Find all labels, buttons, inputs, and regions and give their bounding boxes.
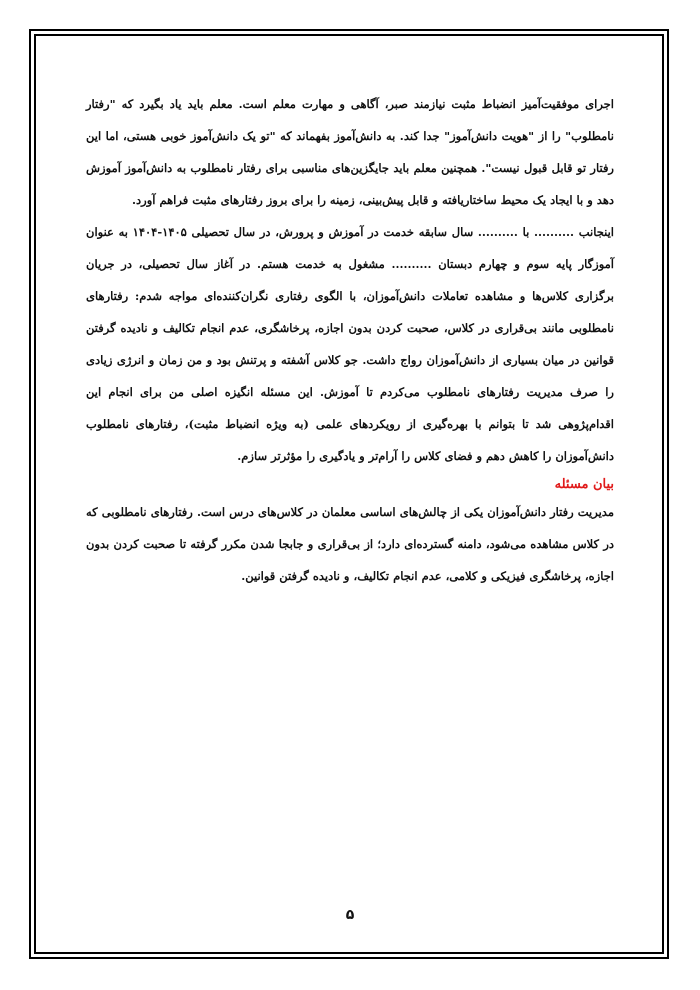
page-number: ۵ (345, 907, 355, 923)
paragraph-introduction: اینجانب .......... با .......... سال سابقه خدمت در آموزش و پرورش، در سال تحصیلی ۱۴۰۵-۱۴۰۴ به عنوان آموزگار پایه سوم و چهارم دبستان .......... مشغول به خدمت هستم. در آغاز سال تحصیلی، در جریان برگزاری کلاس‌ها و مشاهده تعاملات دانش‌آموزان، با الگوی رفتاری نگران‌کننده‌ای مواجه شدم: رفتارهای نامطلوبی مانند بی‌قراری در کلاس، صحبت کردن بدون اجازه، پرخاشگری، عدم انجام تکالیف و نادیده گرفتن قوانین در میان بسیاری از دانش‌آموزان رواج داشت. جو کلاس آشفته و پرتنش بود و من زمان و انرژی زیادی را صرف مدیریت رفتارهای نامطلوب می‌کردم تا آموزش. این مسئله انگیزه اصلی من برای انجام این اقدام‌پژوهی شد تا بتوانم با بهره‌گیری از رویکردهای علمی (به ویژه انضباط مثبت)، رفتارهای نامطلوب دانش‌آموزان را کاهش دهم و فضای کلاس را آرام‌تر و یادگیری را مؤثرتر سازم. (86, 225, 614, 463)
section-heading-problem-statement: بیان مسئله (554, 477, 614, 492)
document-body (86, 88, 614, 592)
paragraph-problem-statement: مدیریت رفتار دانش‌آموزان یکی از چالش‌های اساسی معلمان در کلاس‌های درس است. رفتارهای نامطلوبی که در کلاس مشاهده می‌شود، دامنه گسترده‌ای دارد؛ از بی‌قراری و جابجا شدن مکرر گرفته تا صحبت کردن بدون اجازه، پرخاشگری فیزیکی و کلامی، عدم انجام تکالیف، و نادیده گرفتن قوانین. (86, 505, 614, 583)
paragraph-positive-discipline: اجرای موفقیت‌آمیز انضباط مثبت نیازمند صبر، آگاهی و مهارت معلم است. معلم باید یاد بگیرد که "رفتار نامطلوب" را از "هویت دانش‌آموز" جدا کند. به دانش‌آموز بفهماند که "تو یک دانش‌آموز خوبی هستی، اما این رفتار تو قابل قبول نیست". همچنین معلم باید جایگزین‌های مناسبی برای رفتار نامطلوب به دانش‌آموز آموزش دهد و با ایجاد یک محیط ساختاریافته و قابل پیش‌بینی، زمینه را برای بروز رفتارهای مثبت فراهم آورد. (86, 97, 614, 207)
